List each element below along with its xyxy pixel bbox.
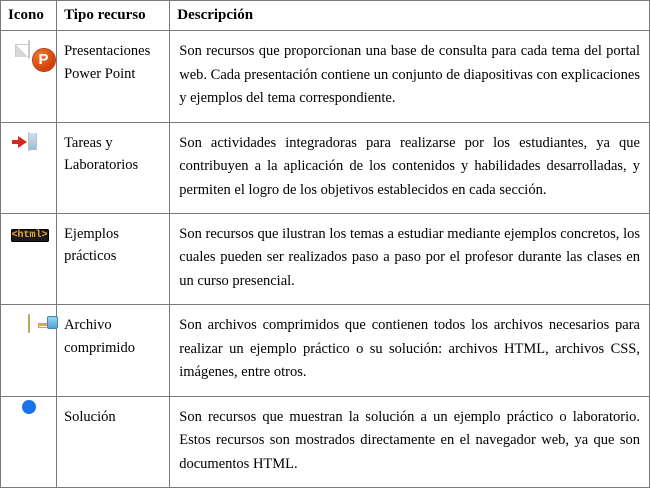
table-row bbox=[1, 122, 650, 213]
zip-archive-icon-shape bbox=[28, 314, 30, 333]
cell-description: Son recursos que proporcionan una base de consulta para cada tema del portal web. Cada presentación contiene un conjunto de diapositivas con explicaciones y ejemplos del tema correspondiente. bbox=[170, 31, 650, 122]
cell-resource-type: Presentaciones Power Point bbox=[57, 31, 170, 122]
powerpoint-icon bbox=[11, 41, 47, 77]
powerpoint-icon-circle bbox=[33, 49, 55, 71]
powerpoint-icon-fold bbox=[15, 44, 28, 57]
cell-description: Son actividades integradoras para realizarse por los estudiantes, ya que contribuyen a la aplicación de los contenidos y habilidades desarrolladas, y permiten el logro de los objetivos establecidos en cada sección. bbox=[170, 122, 650, 213]
tasks-document-icon-shape bbox=[28, 132, 30, 151]
chrome-browser-icon-center bbox=[22, 400, 36, 414]
html-code-icon bbox=[11, 224, 47, 260]
cell-resource-type: Ejemplos prácticos bbox=[57, 213, 170, 304]
tasks-document-icon bbox=[11, 133, 47, 169]
cell-resource-type: Archivo comprimido bbox=[57, 305, 170, 396]
cell-resource-type: Tareas y Laboratorios bbox=[57, 122, 170, 213]
chrome-browser-icon bbox=[11, 407, 47, 443]
cell-description: Son recursos que ilustran los temas a estudiar mediante ejemplos concretos, los cuales pueden ser realizados paso a paso por el profesor durante las clases en un curso presencial. bbox=[170, 213, 650, 304]
table-row bbox=[1, 213, 650, 304]
cell-icon bbox=[1, 122, 57, 213]
cell-icon bbox=[1, 213, 57, 304]
cell-icon bbox=[1, 305, 57, 396]
tasks-document-icon-strip bbox=[29, 133, 37, 150]
tasks-document-icon-arrow bbox=[18, 136, 27, 148]
table-header bbox=[1, 1, 650, 31]
cell-resource-type: Solución bbox=[57, 396, 170, 487]
column-header-type: Tipo recurso bbox=[57, 1, 170, 31]
table-row bbox=[1, 31, 650, 122]
zip-archive-icon-pull bbox=[47, 316, 58, 329]
column-header-icon: Icono bbox=[1, 1, 57, 31]
html-code-icon-label: <html> bbox=[11, 229, 48, 241]
zip-archive-icon bbox=[11, 315, 47, 351]
table-row bbox=[1, 305, 650, 396]
table-header-row bbox=[1, 1, 650, 31]
table-body bbox=[1, 31, 650, 488]
powerpoint-icon-letter: P bbox=[38, 51, 49, 69]
table-row bbox=[1, 396, 650, 487]
cell-description: Son recursos que muestran la solución a un ejemplo práctico o laboratorio. Estos recursos son mostrados directamente en el navegador web, ya que son documentos HTML. bbox=[170, 396, 650, 487]
cell-description: Son archivos comprimidos que contienen todos los archivos necesarios para realizar un ejemplo práctico o su solución: archivos HTML, archivos CSS, imágenes, entre otros. bbox=[170, 305, 650, 396]
powerpoint-icon-shape bbox=[28, 40, 49, 69]
cell-icon bbox=[1, 31, 57, 122]
cell-icon bbox=[1, 396, 57, 487]
column-header-description: Descripción bbox=[170, 1, 650, 31]
